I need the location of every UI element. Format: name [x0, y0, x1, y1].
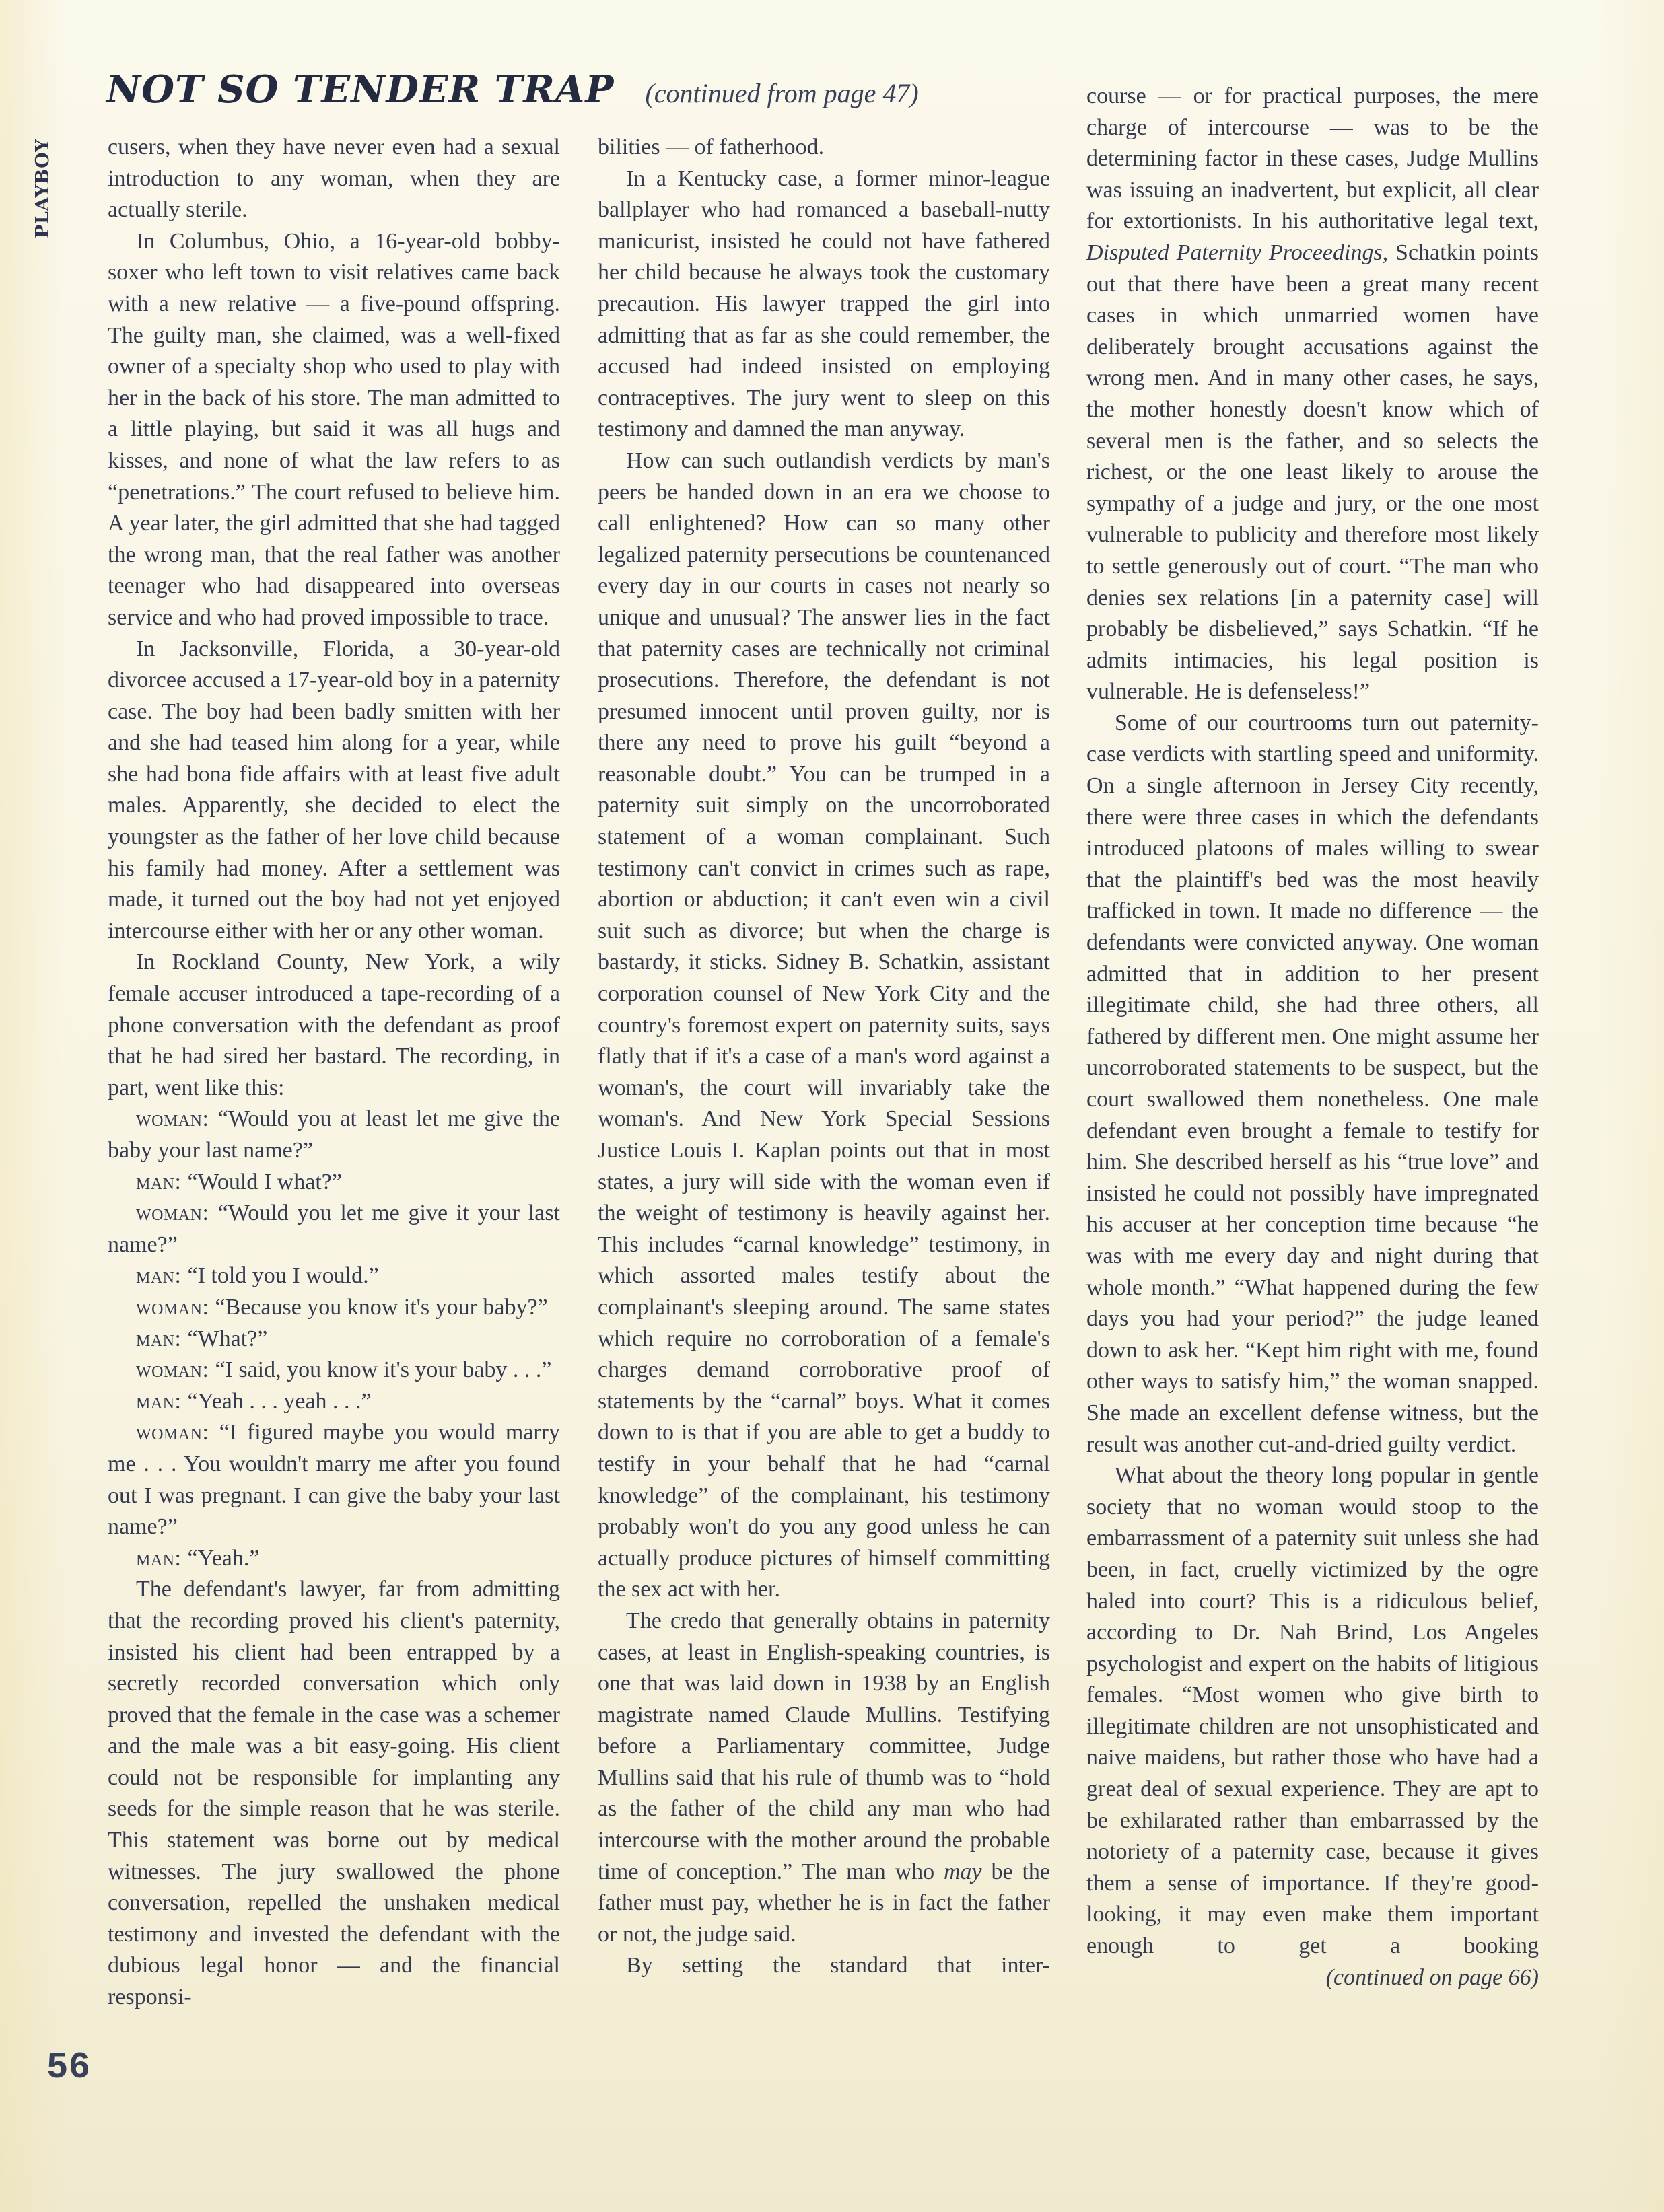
- paragraph: In Columbus, Ohio, a 16-year-old bobby-soxer who left town to visit relatives came back with a new relative — a five-pound offspring. The guilty man, she claimed, was a well-fixed owner of a specialty shop who used to play with her in the back of his store. The man admitted to a little playing, but said it was all hugs and kisses, and none of what the law refers to as “penetrations.” The court refused to believe him. A year later, the girl admitted that she had tagged the wrong man, that the real father was another teenager who had disappeared into overseas service and who had proved impossible to trace.: [108, 228, 560, 630]
- paragraph: How can such outlandish verdicts by man's peers be handed down in an era we choose to call enlightened? How can so many other legalized paternity persecutions be countenanced every day in our courts in cases not nearly so unique and unusual? The answer lies in the fact that paternity cases are technically not criminal prosecutions. Therefore, the defendant is not presumed innocent until proven guilty, nor is there any need to prove his guilt “beyond a reasonable doubt.” You can be trumped in a paternity suit simply on the uncorroborated statement of a woman complainant. Such testimony can't convict in crimes such as rape, abortion or abduction; it can't even win a civil suit such as divorce; but when the charge is bastardy, it sticks. Sidney B. Schatkin, assistant corporation counsel of New York City and the country's foremost expert on paternity suits, says flatly that if it's a case of a man's word against a woman's, the court will invariably take the woman's. And New York Special Sessions Justice Louis I. Kaplan points out that in most states, a jury will side with the woman even if the weight of testimony is heavily against her. This includes “carnal knowledge” testimony, in which assorted males testify about the complainant's sleeping around. The same states which require no corroboration of a female's charges demand corroborative proof of statements by the “carnal” boys. What it comes down to is that if you are able to get a buddy to testify in your behalf that he had “carnal knowledge” of the complainant, his testimony probably won't do you any good unless he can actually produce pictures of himself committing the sex act with her.: [598, 448, 1050, 1602]
- page-number: 56: [47, 2045, 92, 2085]
- paragraph: (continued on page 66): [1325, 1964, 1539, 1990]
- paragraph: The credo that generally obtains in paternity cases, at least in English-speaking countries, is one that was laid down in 1938 by an English magistrate named Claude Mullins. Testifying before a Parliamentary committee, Judge Mullins said that his rule of thumb was to “hold as the father of the child any man who had intercourse with the mother around the probable time of conception.” The man who may be the father must pay, whether he is in fact the father or not, the judge said.: [598, 1608, 1050, 1947]
- text-column-2: [598, 132, 1050, 1982]
- continued-from-note: (continued from page 47): [645, 78, 919, 108]
- paragraph: man: “Would I what?”: [136, 1169, 342, 1194]
- paragraph: man: “Yeah.”: [136, 1545, 260, 1571]
- article-title: NOT SO TENDER TRAP: [106, 67, 615, 112]
- spine-magazine-name-text: playboy: [24, 139, 55, 238]
- paragraph: man: “I told you I would.”: [136, 1263, 379, 1289]
- paragraph: course — or for practical purposes, the mere charge of intercourse — was to be the determining factor in these cases, Judge Mullins was issuing an inadvertent, but explicit, all clear for extortionists. In his authoritative legal text, Disputed Paternity Proceedings, Schatkin points out that there have been a great many recent cases in which unmarried women have deliberately brought accusations against the wrong men. And in many other cases, he says, the mother honestly doesn't know which of several men is the father, and so selects the richest, or the one least likely to arouse the sympathy of a judge and jury, or the one most vulnerable to publicity and therefore most likely to settle generously out of court. “The man who denies sex relations [in a paternity case] will probably be disbelieved,” says Schatkin. “If he admits intimacies, his legal position is vulnerable. He is defenseless!”: [1086, 83, 1539, 705]
- spine-magazine-name: [24, 75, 54, 301]
- paragraph: What about the theory long popular in gentle society that no woman would stoop to the embarrassment of a paternity suit unless she had been, in fact, cruelly victimized by the ogre haled into court? This is a ridiculous belief, according to Dr. Nah Brind, Los Angeles psychologist and expert on the habits of litigious females. “Most women who give birth to illegitimate children are not unsophisticated and naive maidens, but rather those who have had a great deal of sexual experience. They are apt to be exhilarated rather than embarrassed by the notoriety of a paternity case, because it gives them a sense of importance. If they're good-looking, it may even make them important enough to get a booking: [1086, 1463, 1539, 1959]
- paragraph: Some of our courtrooms turn out paternity-case verdicts with startling speed and uniformity. On a single afternoon in Jersey City recently, there were three cases in which the defendants introduced platoons of males willing to swear that the plaintiff's bed was the most heavily trafficked in town. It made no difference — the defendants were convicted anyway. One woman admitted that in addition to her present illegitimate child, she had three others, all fathered by different men. One might assume her uncorroborated statements to be suspect, but the court swallowed them nonetheless. One male defendant even brought a female to testify for him. She described herself as his “true love” and insisted he could not possibly have impregnated his accuser at her conception time because “he was with me every day and night during that whole month.” “What happened during the few days you had your period?” the judge leaned down to ask her. “Kept him right with me, found other ways to satisfy him,” the woman snapped. She made an excellent defense witness, but the result was another cut-and-dried guilty verdict.: [1086, 710, 1539, 1457]
- paragraph: woman: “Would you let me give it your last name?”: [108, 1201, 560, 1257]
- paragraph: bilities — of fatherhood.: [598, 135, 825, 159]
- paragraph: man: “What?”: [136, 1326, 268, 1351]
- paragraph: In Jacksonville, Florida, a 30-year-old divorcee accused a 17-year-old boy in a paternity case. The boy had been badly smitten with her and she had teased him along for a year, while she had bona fide affairs with at least five adult males. Apparently, she decided to elect the youngster as the father of her love child because his family had money. After a settlement was made, it turned out the boy had not yet enjoyed intercourse either with her or any other woman.: [108, 636, 560, 943]
- paragraph: By setting the standard that inter-: [626, 1953, 1050, 1978]
- paragraph: man: “Yeah . . . yeah . . .”: [136, 1388, 372, 1414]
- paragraph: In a Kentucky case, a former minor-league ballplayer who had romanced a baseball-nutty manicurist, insisted he could not have fathered her child because he always took the customary precaution. His lawyer trapped the girl into admitting that as far as she could remember, the accused had indeed insisted on employing contraceptives. The jury went to sleep on this testimony and damned the man anyway.: [598, 166, 1050, 442]
- paragraph: The defendant's lawyer, far from admitting that the recording proved his client's paternity, insisted his client had been entrapped by a secretly recorded conversation which only proved that the female in the case was a schemer and the male was a bit easy-going. His client could not be responsible for implanting any seeds for the simple reason that he was sterile. This statement was borne out by medical witnesses. The jury swallowed the phone conversation, repelled the unshaken medical testimony and invested the defendant with the dubious legal honor — and the financial responsi-: [108, 1577, 560, 2010]
- paragraph: In Rockland County, New York, a wily female accuser introduced a tape-recording of a phone conversation with the defendant as proof that he had sired her bastard. The recording, in part, went like this:: [108, 950, 560, 1100]
- text-column-1: [108, 132, 560, 2013]
- article-header: [106, 67, 919, 112]
- paragraph: woman: “I figured maybe you would marry me . . . You wouldn't marry me after you found out I was pregnant. I can give the baby your last name?”: [108, 1420, 561, 1540]
- text-column-3: [1086, 81, 1539, 1993]
- paragraph: cusers, when they have never even had a sexual introduction to any woman, when they are actually sterile.: [108, 135, 560, 223]
- paragraph: woman: “Would you at least let me give the baby your last name?”: [108, 1106, 561, 1163]
- paragraph: woman: “Because you know it's your baby?”: [136, 1294, 548, 1320]
- paragraph: woman: “I said, you know it's your baby . . .”: [136, 1357, 552, 1383]
